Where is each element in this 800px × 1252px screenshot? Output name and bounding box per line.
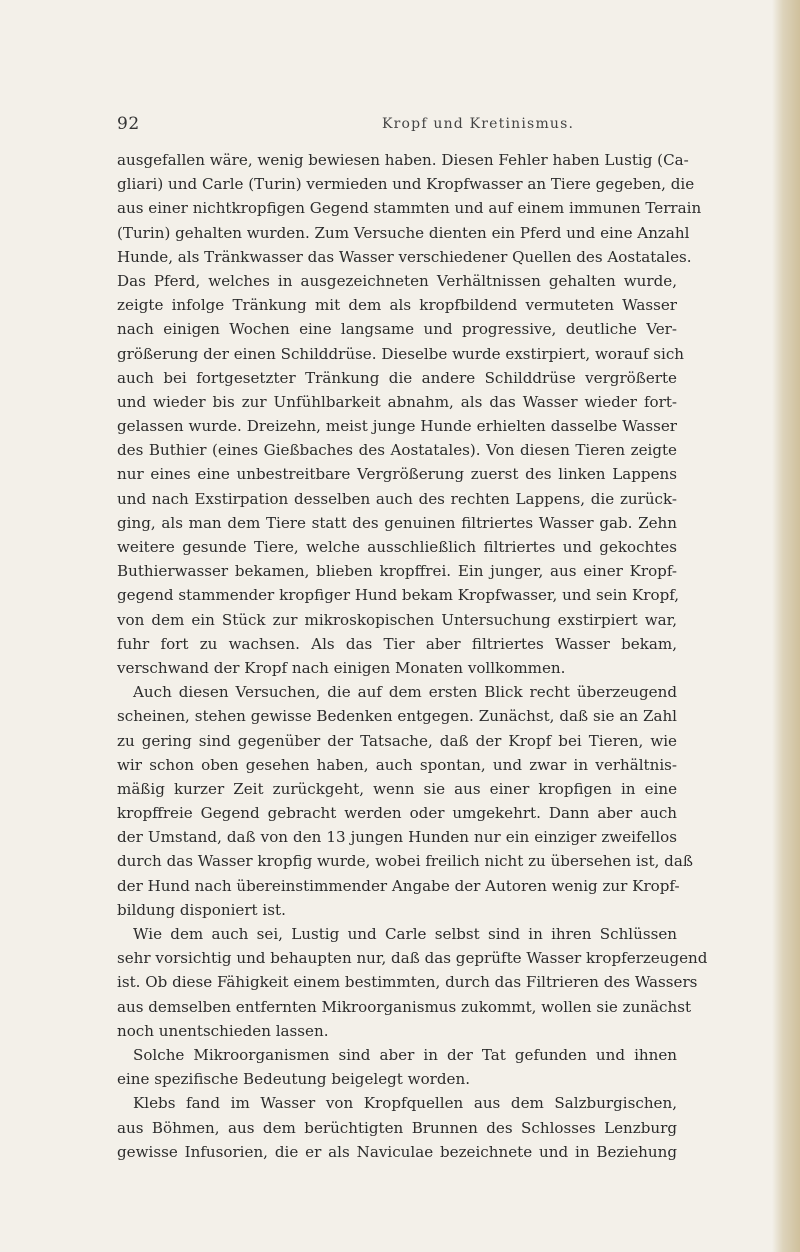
text-line: und wieder bis zur Unfühlbarkeit abnahm, als das Wasser wieder fort- [117,392,677,411]
text-line: noch unentschieden lassen. [117,1021,329,1040]
text-line: ausgefallen wäre, wenig bewiesen haben. Diesen Fehler haben Lustig (Ca- [117,151,689,169]
text-line: aus einer nichtkropfigen Gegend stammten und auf einem immunen Terrain [117,199,702,218]
text-line: zu gering sind gegenüber der Tatsache, daß der Kropf bei Tieren, wie [117,731,677,750]
text-line: aus Böhmen, aus dem berüchtigten Brunnen des Schlosses Lenzburg [117,1118,677,1137]
text-line: sehr vorsichtig und behaupten nur, daß das geprüfte Wasser kropferzeugend [117,949,708,968]
text-line: aus demselben entfernten Mikroorganismus zukommt, wollen sie zunächst [117,997,692,1016]
text-line: mäßig kurzer Zeit zurückgeht, wenn sie aus einer kropfigen in eine [117,779,677,798]
text-line: wir schon oben gesehen haben, auch spontan, und zwar in verhältnis- [117,755,677,774]
text-line: Klebs fand im Wasser von Kropfquellen aus dem Salzburgischen, [133,1094,677,1113]
text-line: und nach Exstirpation desselben auch des rechten Lappens, die zurück- [117,489,677,508]
text-line: fuhr fort zu wachsen. Als das Tier aber filtriertes Wasser bekam, [117,634,677,653]
text-line: zeigte infolge Tränkung mit dem als kropfbildend vermuteten Wasser [117,296,677,315]
text-line: verschwand der Kropf nach einigen Monaten vollkommen. [117,658,566,677]
text-line: nur eines eine unbestreitbare Vergrößerung zuerst des linken Lappens [117,465,677,484]
text-line: Das Pferd, welches in ausgezeichneten Verhältnissen gehalten wurde, [117,271,677,290]
scan-edge-shadow [772,0,800,1252]
text-line: ging, als man dem Tiere statt des genuinen filtriertes Wasser gab. Zehn [117,513,677,532]
text-line: Hunde, als Tränkwasser das Wasser verschiedener Quellen des Aostatales. [117,247,692,266]
text-line: der Umstand, daß von den 13 jungen Hunden nur ein einziger zweifellos [117,828,677,847]
text-line: gegend stammender kropfiger Hund bekam Kropfwasser, und sein Kropf, [117,586,680,605]
text-line: auch bei fortgesetzter Tränkung die andere Schilddrüse vergrößerte [117,368,677,387]
text-line: Wie dem auch sei, Lustig und Carle selbst sind in ihren Schlüssen [133,925,677,943]
text-line: nach einigen Wochen eine langsame und progressive, deutliche Ver- [117,320,677,339]
text-line: weitere gesunde Tiere, welche ausschließlich filtriertes und gekochtes [117,538,677,556]
page-number: 92 [117,114,140,134]
text-line: von dem ein Stück zur mikroskopischen Untersuchung exstirpiert war, [117,610,677,629]
running-head: Kropf und Kretinismus. [382,116,575,132]
text-line: Auch diesen Versuchen, die auf dem ersten Blick recht überzeugend [133,683,677,702]
text-line: ist. Ob diese Fähigkeit einem bestimmten, durch das Filtrieren des Wassers [117,973,698,992]
text-line: scheinen, stehen gewisse Bedenken entgegen. Zunächst, daß sie an Zahl [117,707,677,726]
text-line: größerung der einen Schilddrüse. Dieselbe wurde exstirpiert, worauf sich [117,344,685,363]
text-line: kropffreie Gegend gebracht werden oder umgekehrt. Dann aber auch [117,804,677,823]
body-text [117,148,708,1164]
text-line: durch das Wasser kropfig wurde, wobei freilich nicht zu übersehen ist, daß [117,852,693,871]
text-line: Buthierwasser bekamen, blieben kropffrei. Ein junger, aus einer Kropf- [117,562,677,581]
text-line: gliari) und Carle (Turin) vermieden und Kropfwasser an Tiere gegeben, die [117,175,695,194]
text-line: bildung disponiert ist. [117,900,286,919]
text-line: (Turin) gehalten wurden. Zum Versuche dienten ein Pferd und eine Anzahl [117,223,690,242]
page-header [117,114,677,138]
text-line: des Buthier (eines Gießbaches des Aostatales). Von diesen Tieren zeigte [117,441,677,460]
text-line: der Hund nach übereinstimmender Angabe der Autoren wenig zur Kropf- [117,876,680,895]
text-line: gelassen wurde. Dreizehn, meist junge Hunde erhielten dasselbe Wasser [117,417,677,436]
text-line: eine spezifische Bedeutung beigelegt worden. [117,1070,470,1089]
text-line: gewisse Infusorien, die er als Naviculae bezeichnete und in Beziehung [117,1142,677,1161]
text-line: Solche Mikroorganismen sind aber in der Tat gefunden und ihnen [133,1045,677,1064]
